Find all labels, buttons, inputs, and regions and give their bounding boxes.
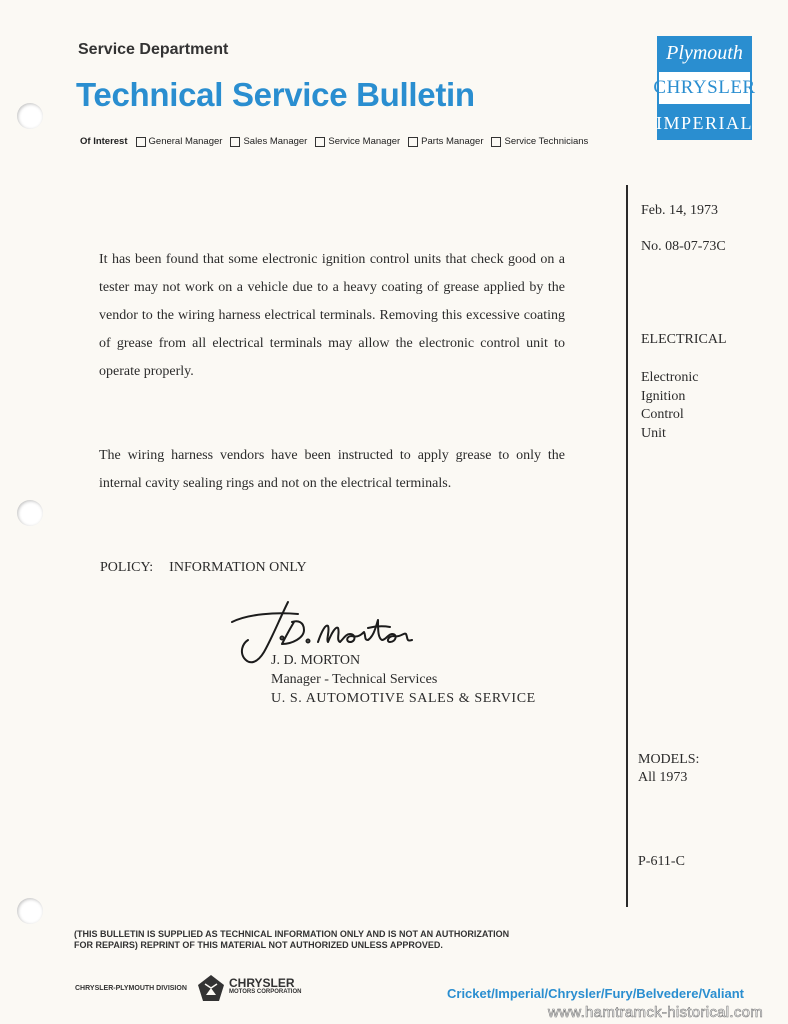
chrysler-corp-logo [197,974,301,1002]
checkbox-icon [136,137,146,147]
signer-org: U. S. AUTOMOTIVE SALES & SERVICE [271,691,536,706]
sidebar-divider [626,185,628,907]
models-list: Cricket/Imperial/Chrysler/Fury/Belvedere/Valiant [447,986,744,1001]
signature-block [271,651,536,708]
policy-value: INFORMATION ONLY [169,560,307,575]
bulletin-number: No. 08-07-73C [641,239,726,254]
checkbox-icon [230,137,240,147]
corp-name: CHRYSLER [229,976,295,990]
signer-title: Manager - Technical Services [271,672,438,687]
policy-line [100,560,307,576]
of-interest-option[interactable]: Service Technicians [491,136,588,147]
checkbox-icon [491,137,501,147]
body-paragraph-1: It has been found that some electronic ignition control units that check good on a tester may not work on a vehicle due to a heavy coating of grease applied by the vendor to the wiring harness electrical terminals. Removing this excessive coating of grease from all electrical terminals may allow the electronic control unit to operate properly. [99,252,565,379]
watermark: www.hamtramck-historical.com [548,1004,764,1021]
department-label: Service Department [78,41,229,58]
of-interest-option[interactable]: Service Manager [315,136,400,147]
division-label: CHRYSLER-PLYMOUTH DIVISION [75,985,187,992]
of-interest-option[interactable]: Sales Manager [230,136,307,147]
models-label: MODELS: [638,752,700,767]
brand-badge-imperial: IMPERIAL [657,106,752,140]
corp-sub: MOTORS CORPORATION [229,989,302,995]
body-paragraph-2: The wiring harness vendors have been instructed to apply grease to only the internal cavity sealing rings and not on the electrical terminals. [99,448,565,491]
models-value: All 1973 [638,770,688,785]
of-interest-option[interactable]: Parts Manager [408,136,483,147]
brand-badge-plymouth: Plymouth [657,36,752,70]
punch-hole-middle [17,500,43,526]
of-interest-row [80,136,596,147]
bulletin-subject: Electronic Ignition Control Unit [641,370,699,441]
bulletin-date: Feb. 14, 1973 [641,203,718,218]
disclaimer: (THIS BULLETIN IS SUPPLIED AS TECHNICAL INFORMATION ONLY AND IS NOT AN AUTHORIZATION FOR REPAIRS) REPRINT OF THIS MATERIAL NOT AUTHORIZED UNLESS APPROVED. [74,929,510,950]
brand-badges [653,36,756,140]
signer-name: J. D. MORTON [271,653,361,668]
bulletin-category: ELECTRICAL [641,332,727,347]
policy-label: POLICY: [100,560,154,575]
bulletin-code: P-611-C [638,854,685,869]
of-interest-option[interactable]: General Manager [136,136,223,147]
bulletin-title: Technical Service Bulletin [76,76,475,113]
punch-hole-top [17,103,43,129]
brand-badge-chrysler: CHRYSLER [657,70,752,106]
punch-hole-bottom [17,898,43,924]
pentastar-icon [197,974,225,1002]
checkbox-icon [315,137,325,147]
checkbox-icon [408,137,418,147]
of-interest-label: Of Interest [80,136,128,147]
